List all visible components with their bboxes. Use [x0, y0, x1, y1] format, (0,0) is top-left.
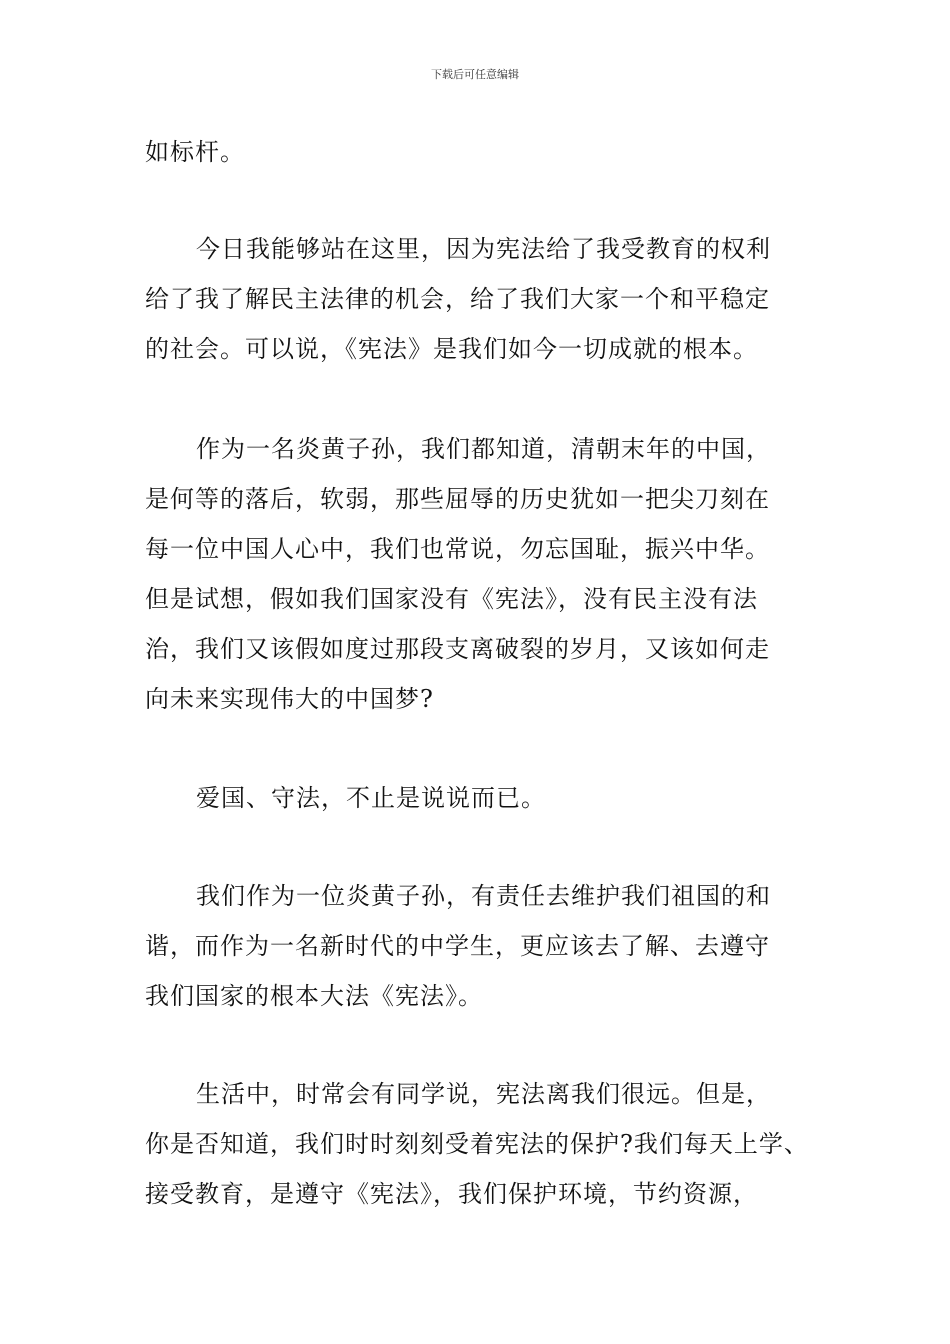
paragraph-line: 但是试想，假如我们国家没有《宪法》，没有民主没有法: [145, 585, 758, 613]
paragraph-line: 爱国、守法，不止是说说而已。: [196, 784, 546, 812]
paragraph-line: 谐，而作为一名新时代的中学生，更应该去了解、去遵守: [145, 932, 770, 960]
paragraph-line: 治，我们又该假如度过那段支离破裂的岁月，又该如何走: [145, 635, 770, 663]
paragraph-line: 给了我了解民主法律的机会，给了我们大家一个和平稳定: [145, 285, 770, 313]
paragraph-line: 每一位中国人心中，我们也常说，勿忘国耻，振兴中华。: [145, 535, 770, 563]
paragraph-line: 今日我能够站在这里，因为宪法给了我受教育的权利: [196, 235, 771, 263]
paragraph-line: 接受教育，是遵守《宪法》，我们保护环境，节约资源，: [145, 1180, 758, 1208]
paragraph-line: 向未来实现伟大的中国梦?: [145, 685, 434, 713]
paragraph-line: 生活中，时常会有同学说，宪法离我们很远。但是，: [196, 1080, 771, 1108]
page-header: 下载后可任意编辑: [431, 68, 519, 81]
paragraph-line: 作为一名炎黄子孙，我们都知道，清朝末年的中国，: [196, 435, 771, 463]
paragraph-line: 是何等的落后，软弱，那些屈辱的历史犹如一把尖刀刻在: [145, 485, 770, 513]
paragraph-line: 我们国家的根本大法《宪法》。: [145, 982, 483, 1010]
paragraph-line: 我们作为一位炎黄子孙，有责任去维护我们祖国的和: [196, 882, 771, 910]
paragraph-line: 你是否知道，我们时时刻刻受着宪法的保护?我们每天上学、: [145, 1130, 809, 1158]
paragraph-line: 的社会。可以说，《宪法》是我们如今一切成就的根本。: [145, 335, 758, 363]
paragraph-line: 如标杆。: [145, 138, 245, 166]
